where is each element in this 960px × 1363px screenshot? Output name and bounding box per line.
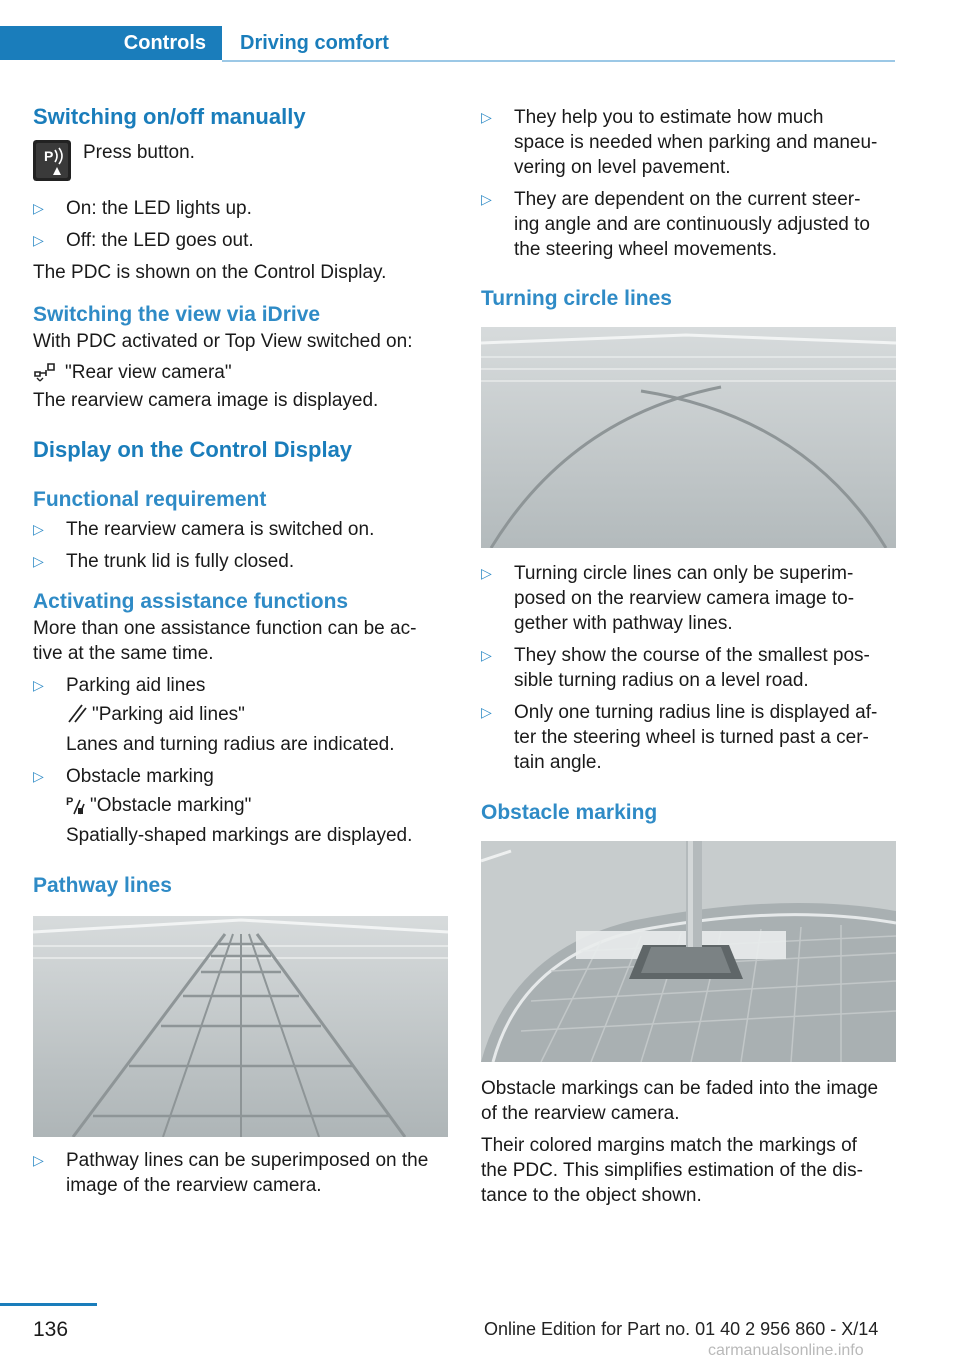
bullet-triangle-icon: ▷ [33,232,44,248]
paragraph-line: tive at the same time. [33,643,214,664]
list-item-text: ing angle and are continuously adjusted to [514,214,870,235]
header-rule [222,60,895,62]
paragraph-line: Obstacle markings can be faded into the image [481,1078,879,1099]
list-item [33,673,449,698]
heading-switching-manually: Switching on/off manually [33,104,306,129]
paragraph-line: the PDC. This simplifies estimation of the dis- [481,1160,863,1181]
list-item-text: The rearview camera is switched on. [66,519,375,540]
page-footer [0,1303,960,1343]
parking-aid-lines-icon [66,702,88,724]
tab-controls: Controls [0,26,222,60]
edition-text: Online Edition for Part no. 01 40 2 956 860 - X/14 [484,1319,879,1339]
heading-display-control: Display on the Control Display [33,437,353,462]
bullet-triangle-icon: ▷ [33,553,44,569]
page-header [0,26,895,60]
paragraph [481,1133,896,1208]
menu-label-parking-aid-lines: "Parking aid lines" [92,704,245,725]
paragraph: The rearview camera image is displayed. [33,390,379,411]
paragraph [33,616,449,666]
heading-obstacle-marking: Obstacle marking [481,801,658,824]
svg-text:P: P [44,148,54,164]
menu-row-obstacle-marking [66,791,449,821]
bullet-triangle-icon: ▷ [33,200,44,216]
list-item [33,228,449,253]
paragraph: Spatially-shaped markings are displayed. [66,825,413,846]
paragraph-line: Their colored margins match the markings of [481,1135,857,1156]
watermark: carmanualsonline.info [708,1342,864,1359]
list-item-text: On: the LED lights up. [66,198,252,219]
turning-circle-lines-image [481,327,896,548]
list-item-text: posed on the rearview camera image to- [514,588,855,609]
bullet-triangle-icon: ▷ [33,677,44,693]
list-item [33,549,449,574]
bullet-triangle-icon: ▷ [33,521,44,537]
left-column [33,100,449,1198]
list-item-text: The trunk lid is fully closed. [66,551,295,572]
list-item-text: They help you to estimate how much [514,107,824,128]
heading-functional-requirement: Functional requirement [33,488,267,511]
list-item [33,196,449,221]
list-item-text: the steering wheel movements. [514,239,777,260]
bullet-triangle-icon: ▷ [481,191,492,207]
svg-text:P: P [66,796,74,808]
list-item-text: sible turning radius on a level road. [514,670,809,691]
obstacle-marking-image [481,841,896,1062]
page-number: 136 [33,1318,69,1341]
paragraph: Lanes and turning radius are indicated. [66,734,395,755]
paragraph [481,1076,896,1126]
bullet-triangle-icon: ▷ [481,704,492,720]
paragraph-line: More than one assistance function can be ac- [33,618,417,639]
list-item-text: space is needed when parking and maneu- [514,132,878,153]
list-item-text: Only one turning radius line is displayed af- [514,702,878,723]
paragraph: With PDC activated or Top View switched on: [33,331,413,352]
list-item-text: vering on level pavement. [514,157,731,178]
right-column [481,100,896,1208]
list-item-text: They show the course of the smallest pos- [514,645,870,666]
heading-activating-assistance: Activating assistance functions [33,590,349,613]
tab-driving-comfort: Driving comfort [240,32,389,54]
list-item-text: Pathway lines can be superimposed on the [66,1150,429,1171]
bullet-triangle-icon: ▷ [33,1152,44,1168]
list-item-text: gether with pathway lines. [514,613,733,634]
heading-pathway-lines: Pathway lines [33,874,172,897]
obstacle-marking-icon [66,793,86,815]
paragraph: The PDC is shown on the Control Display. [33,262,387,283]
menu-label-obstacle-marking: "Obstacle marking" [90,795,252,816]
bullet-triangle-icon: ▷ [33,768,44,784]
list-item-text: Turning circle lines can only be superim- [514,563,854,584]
list-item [481,643,896,693]
pathway-lines-image [33,916,448,1137]
bullet-triangle-icon: ▷ [481,647,492,663]
press-button-text: Press button. [83,142,195,163]
bullet-triangle-icon: ▷ [481,109,492,125]
list-item [481,561,896,636]
rear-view-camera-icon [33,360,57,382]
paragraph-line: of the rearview camera. [481,1103,680,1124]
menu-label-rear-view-camera: "Rear view camera" [65,362,232,383]
menu-row-rear-view-camera [33,358,449,388]
list-item-text: They are dependent on the current steer- [514,189,861,210]
footer-accent-bar [0,1303,97,1306]
paragraph-line: tance to the object shown. [481,1185,702,1206]
menu-row-parking-aid-lines [66,700,449,730]
list-item [33,1148,449,1198]
bullet-triangle-icon: ▷ [481,565,492,581]
list-item-text: tain angle. [514,752,602,773]
list-item [481,105,896,180]
list-item [33,764,449,789]
list-item [481,187,896,262]
heading-switching-view: Switching the view via iDrive [33,303,321,326]
pdc-button-icon [33,140,71,181]
list-item [33,517,449,542]
list-item-text: Parking aid lines [66,675,206,696]
list-item-text: image of the rearview camera. [66,1175,322,1196]
heading-turning-circle-lines: Turning circle lines [481,287,672,310]
press-button-row [33,140,449,186]
list-item-text: Obstacle marking [66,766,214,787]
list-item [481,700,896,775]
list-item-text: Off: the LED goes out. [66,230,254,251]
list-item-text: ter the steering wheel is turned past a cer- [514,727,869,748]
